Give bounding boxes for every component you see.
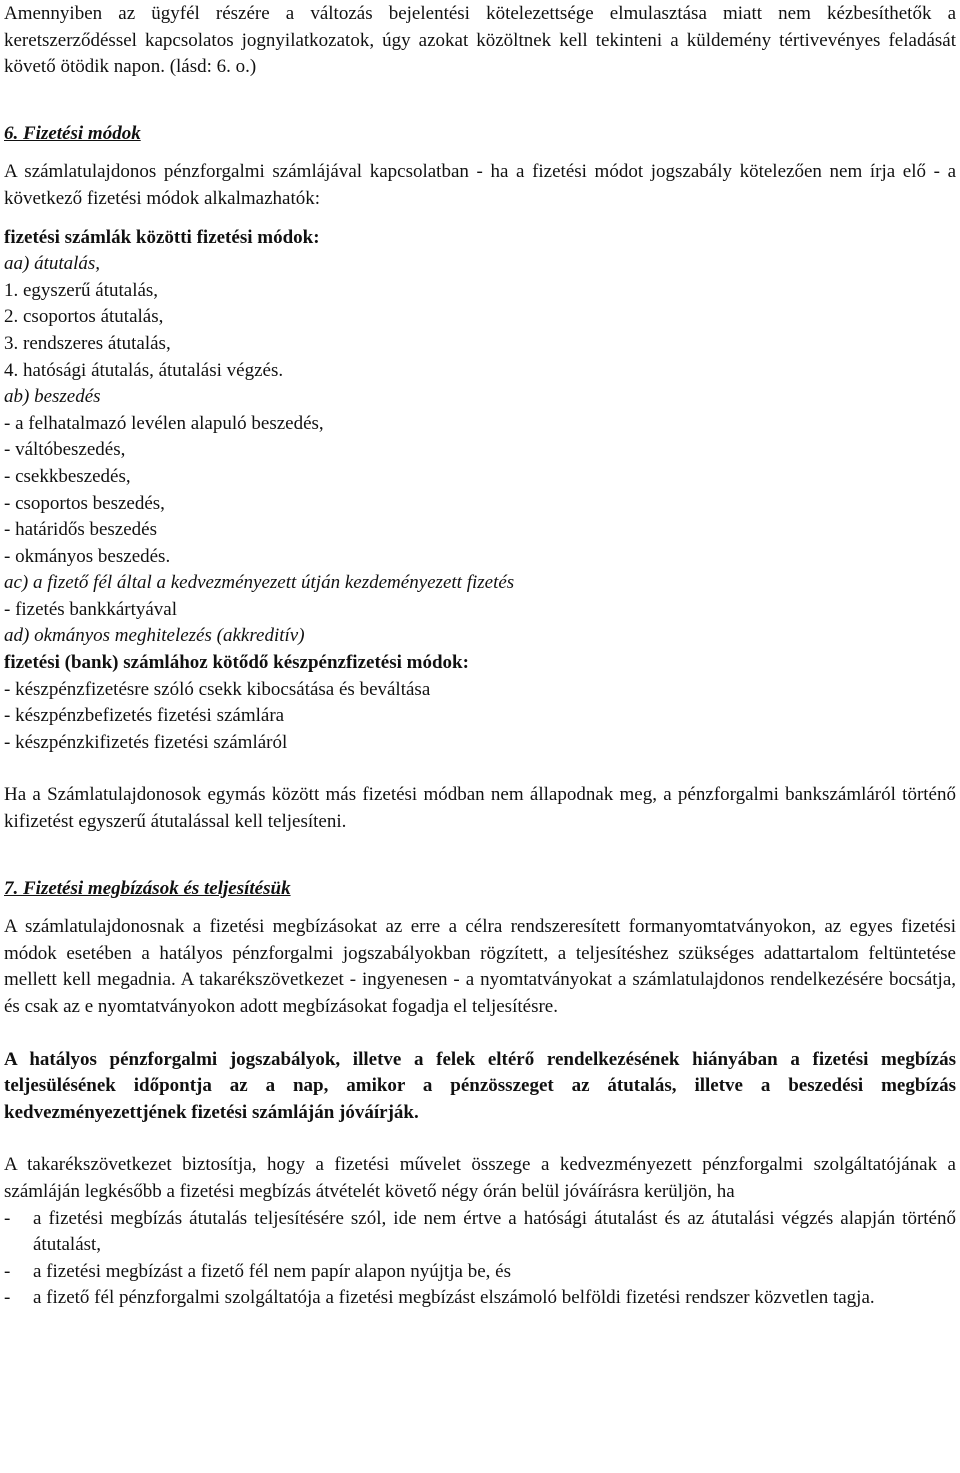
section-6-intro: A számlatulajdonos pénzforgalmi számlájával kapcsolatban - ha a fizetési módot jogszabály kötelezően nem írja elő - a következő fizetési módok alkalmazhatók: xyxy=(4,161,956,209)
list-item: 2. csoportos átutalás, xyxy=(4,306,164,328)
list-item-text: a fizetési megbízás átutalás teljesítésére szól, ide nem értve a hatósági átutalást és az átutalási végzés alapján történő átutalást, xyxy=(33,1207,956,1256)
intro-paragraph: Amennyiben az ügyfél részére a változás bejelentési kötelezettsége elmulasztása miatt nem kézbesíthetők a keretszerződéssel kapcsolatos jognyilatkozatok, úgy azokat közöltnek kell tekinteni a küldemény tértivevényes feladását követő ötödik napon. (lásd: 6. o.) xyxy=(4,3,956,78)
list-item: 3. rendszeres átutalás, xyxy=(4,332,171,354)
list-item xyxy=(4,1206,956,1259)
section-7-title: 7. Fizetési megbízások és teljesítésük xyxy=(4,877,291,899)
ac-list xyxy=(4,597,956,624)
list-item: 1. egyszerű átutalás, xyxy=(4,279,159,301)
conditions-list xyxy=(4,1206,956,1312)
list-item: 4. hatósági átutalás, átutalási végzés. xyxy=(4,359,284,381)
list-item xyxy=(4,1285,956,1312)
list-item: - csekkbeszedés, xyxy=(4,465,131,487)
list-item: - a felhatalmazó levélen alapuló beszedés, xyxy=(4,412,324,434)
list-dash: - xyxy=(4,1207,11,1229)
section-7-paragraph-2: A hatályos pénzforgalmi jogszabályok, illetve a felek eltérő rendelkezésének hiányában a fizetési megbízás teljesülésének időpontja az a nap, amikor a pénzösszeget az átutalás, illetve a beszedési megbízás kedvezményezettjének fizetési számláján jóváírják. xyxy=(4,1048,956,1123)
list-item: - okmányos beszedés. xyxy=(4,545,171,567)
section-6-closing: Ha a Számlatulajdonosok egymás között más fizetési módban nem állapodnak meg, a pénzforgalmi bankszámláról történő kifizetést egyszerű átutalással kell teljesíteni. xyxy=(4,784,956,833)
list-item-text: a fizető fél pénzforgalmi szolgáltatója a fizetési megbízást elszámoló belföldi fizetési rendszer közvetlen tagja. xyxy=(33,1287,875,1309)
ab-title: ab) beszedés xyxy=(4,386,101,408)
section-6-title: 6. Fizetési módok xyxy=(4,122,141,144)
list-item: - csoportos beszedés, xyxy=(4,492,165,514)
list-dash: - xyxy=(4,1260,11,1282)
aa-title: aa) átutalás, xyxy=(4,253,101,275)
group-2-list xyxy=(4,677,956,757)
aa-list xyxy=(4,278,956,384)
list-item: - készpénzkifizetés fizetési számláról xyxy=(4,731,288,753)
ab-list xyxy=(4,411,956,571)
section-7-paragraph-1: A számlatulajdonosnak a fizetési megbízásokat az erre a célra rendszeresített formanyomtatványokon, az egyes fizetési módok esetében a hatályos pénzforgalmi jogszabályokban rögzített, a teljesítéshez szükséges adattartalom feltüntetése mellett kell megadnia. A takarékszövetkezet - ingyenesen - a nyomtatványokat a számlatulajdonos rendelkezésére bocsátja, és csak az e nyomtatványokon adott megbízásokat fogadja el teljesítésre. xyxy=(4,916,956,1017)
list-item-text: a fizetési megbízást a fizető fél nem papír alapon nyújtja be, és xyxy=(33,1260,511,1282)
ad-title: ad) okmányos meghitelezés (akkreditív) xyxy=(4,625,305,647)
section-7-paragraph-3: A takarékszövetkezet biztosítja, hogy a fizetési művelet összege a kedvezményezett pénzforgalmi szolgáltatójának a számláján legkésőbb a fizetési megbízás átvételét követő négy órán belül jóváírásra kerüljön, ha xyxy=(4,1154,956,1202)
list-item: - készpénzfizetésre szóló csekk kibocsátása és beváltása xyxy=(4,678,431,700)
group-1-title: fizetési számlák közötti fizetési módok: xyxy=(4,226,320,248)
list-dash: - xyxy=(4,1287,11,1309)
list-item: - váltóbeszedés, xyxy=(4,439,126,461)
list-item: - fizetés bankkártyával xyxy=(4,598,178,620)
list-item xyxy=(4,1259,956,1286)
list-item: - határidős beszedés xyxy=(4,519,157,541)
ac-title: ac) a fizető fél által a kedvezményezett útján kezdeményezett fizetés xyxy=(4,572,515,594)
group-2-title: fizetési (bank) számlához kötődő készpénzfizetési módok: xyxy=(4,652,469,674)
list-item: - készpénzbefizetés fizetési számlára xyxy=(4,705,285,727)
